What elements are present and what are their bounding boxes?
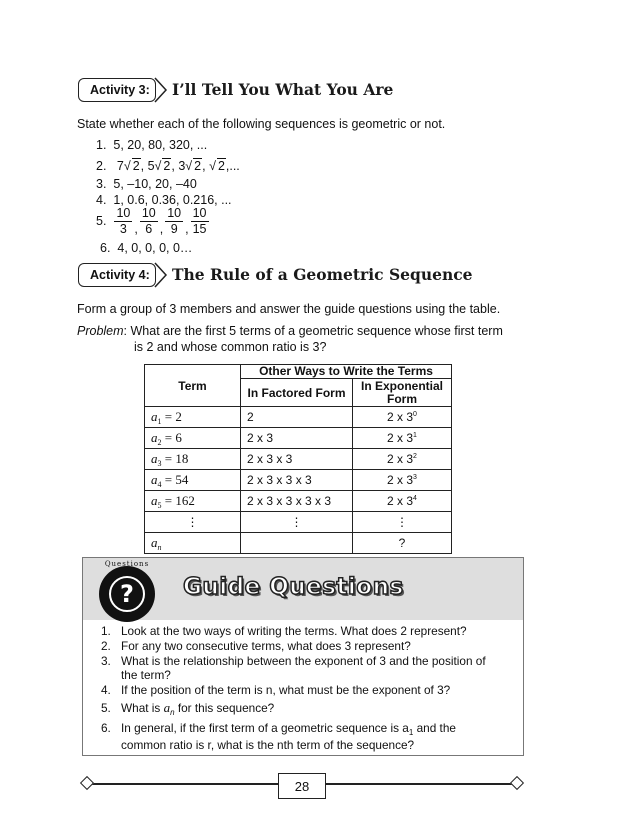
guide-question-3: 3. What is the relationship between the exponent of 3 and the position of: [101, 654, 486, 668]
chevron-right-icon: [154, 262, 168, 288]
header-factored: In Factored Form: [241, 379, 353, 407]
header-other-ways: Other Ways to Write the Terms: [241, 365, 452, 379]
table-header-row: [145, 365, 452, 379]
badge-ring-text: Questions: [104, 560, 150, 568]
sequence-item-4: 4. 1, 0.6, 0.36, 0.216, ...: [96, 193, 232, 207]
header-exponential: In Exponential Form: [353, 379, 452, 407]
problem-statement: Problem: What are the first 5 terms of a geometric sequence whose first term: [77, 324, 503, 338]
guide-questions-title: Guide Questions: [183, 574, 404, 600]
question-mark-icon: [99, 560, 155, 622]
guide-question-3-cont: the term?: [121, 668, 171, 682]
table-row-nth: $a_n$ ?: [145, 533, 452, 554]
page-number-text: 28: [294, 778, 310, 794]
table-row: $a_2 = 6$ 2 x 3 2 x $3^1$: [145, 428, 452, 449]
guide-question-6-cont: common ratio is r, what is the nth term of the sequence?: [121, 738, 415, 752]
activity-4-instruction: Form a group of 3 members and answer the guide questions using the table.: [77, 302, 501, 316]
page-number: [278, 773, 326, 799]
activity-4-tag: [78, 263, 156, 287]
table-row: $a_3 = 18$ 2 x 3 x 3 2 x $3^2$: [145, 449, 452, 470]
guide-question-6: 6. In general, if the first term of a geometric sequence is $a_1$ and the: [101, 721, 456, 737]
terms-table: [144, 364, 452, 554]
diamond-right-icon: [510, 776, 524, 790]
diamond-left-icon: [80, 776, 94, 790]
header-term: Term: [145, 365, 241, 407]
problem-label: Problem: [77, 324, 124, 338]
guide-question-5: 5. What is $a_n$ for this sequence?: [101, 700, 275, 717]
sequence-item-2: 2. 7√ 2, 5√ 2, 3√ 2, √ 2,...: [96, 159, 240, 173]
guide-question-2: 2. For any two consecutive terms, what does 3 represent?: [101, 639, 411, 653]
sequence-item-5: 5. $\frac{10}{3}$ , $\frac{10}{6}$ , $\frac{10}{9}$ , $\frac{10}{15}$: [96, 206, 207, 236]
chevron-right-icon: [154, 77, 168, 103]
sequence-item-3: 3. 5, –10, 20, –40: [96, 177, 197, 191]
badge-symbol: ?: [109, 576, 145, 612]
guide-question-1: 1. Look at the two ways of writing the terms. What does 2 represent?: [101, 624, 467, 638]
activity-3-tag: [78, 78, 156, 102]
activity-3-instruction: State whether each of the following sequences is geometric or not.: [77, 117, 446, 131]
guide-questions-box: [82, 557, 524, 756]
table-row: $a_1 = 2$ 2 2 x $3^0$: [145, 407, 452, 428]
activity-4-tag-text: Activity 4:: [90, 268, 150, 282]
table-row: $a_5 = 162$ 2 x 3 x 3 x 3 x 3 2 x $3^4$: [145, 491, 452, 512]
table-row: $a_4 = 54$ 2 x 3 x 3 x 3 2 x $3^3$: [145, 470, 452, 491]
activity-3-tag-text: Activity 3:: [90, 83, 150, 97]
guide-question-4: 4. If the position of the term is n, what must be the exponent of 3?: [101, 683, 451, 697]
activity-3-title: I’ll Tell You What You Are: [172, 80, 394, 99]
sequence-item-6: 6. 4, 0, 0, 0, 0…: [100, 241, 193, 255]
table-row-ellipsis: ⋮ ⋮ ⋮: [145, 512, 452, 533]
sequence-item-1: 1. 5, 20, 80, 320, ...: [96, 138, 208, 152]
problem-statement-line-2: is 2 and whose common ratio is 3?: [134, 340, 327, 354]
activity-4-title: The Rule of a Geometric Sequence: [172, 265, 473, 284]
